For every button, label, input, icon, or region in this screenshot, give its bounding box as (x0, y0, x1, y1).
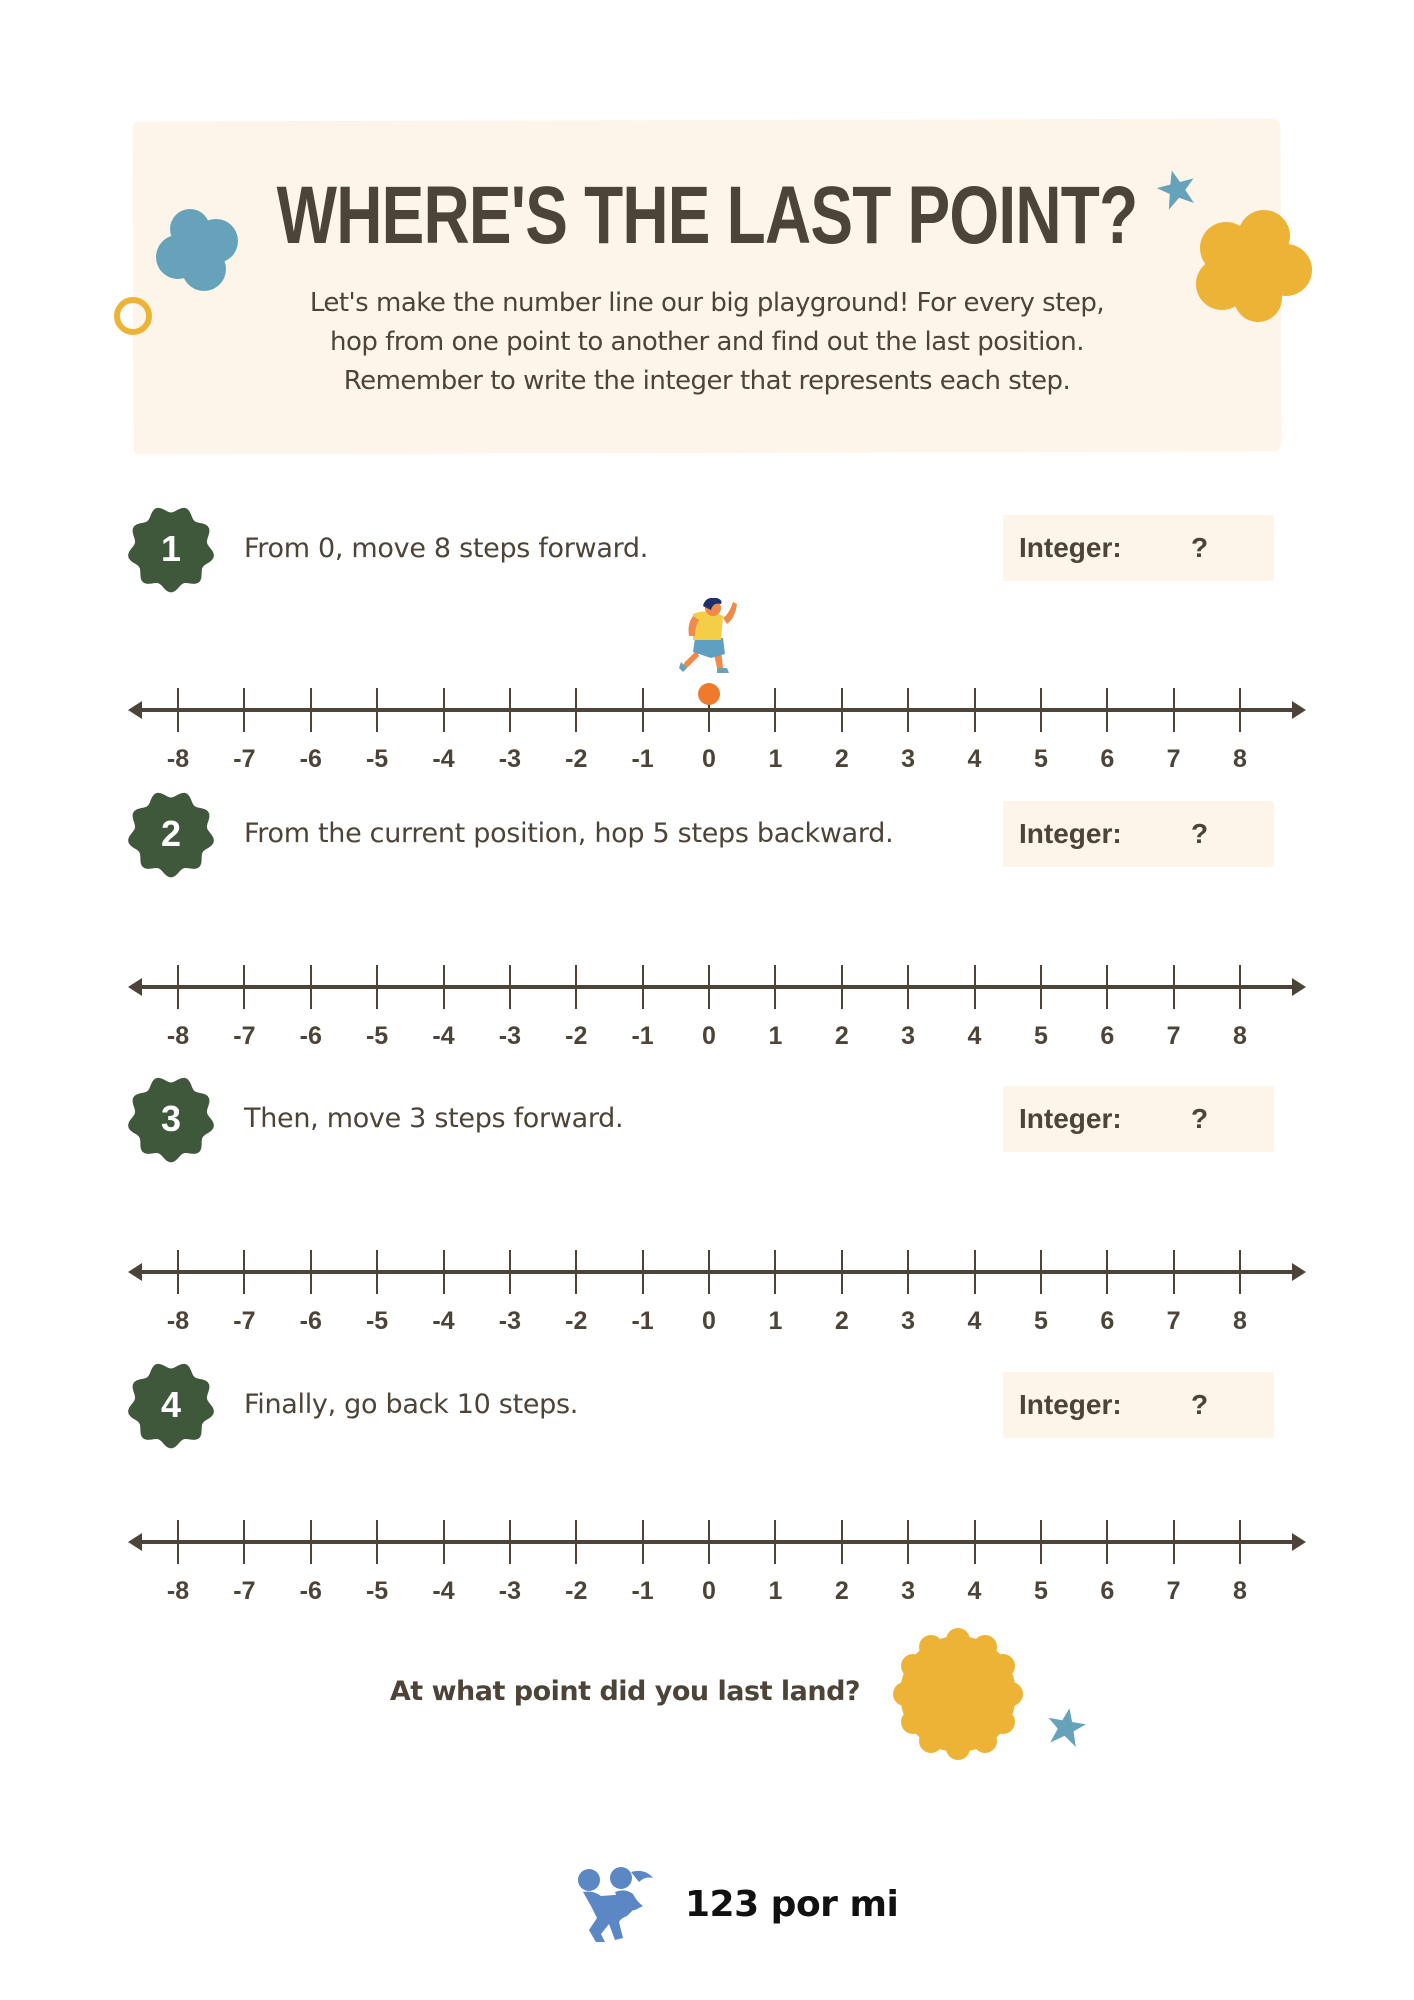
integer-answer-box[interactable] (1003, 801, 1274, 867)
integer-label: Integer: (1019, 1103, 1122, 1134)
tick-mark (974, 965, 976, 1009)
tick-mark (243, 965, 245, 1009)
tick-mark (243, 688, 245, 732)
tick-mark (774, 688, 776, 732)
tick-label: -5 (365, 1577, 389, 1605)
final-question: At what point did you last land? (389, 1676, 861, 1707)
tick-label: 5 (1033, 1307, 1048, 1335)
blue-star-icon (1044, 1706, 1088, 1750)
tick-mark (974, 1520, 976, 1564)
tick-label: 2 (834, 1307, 849, 1335)
tick-mark (310, 688, 312, 732)
tick-label: 3 (901, 1307, 916, 1335)
tick-label: 6 (1100, 1307, 1115, 1335)
tick-label: -1 (631, 1022, 654, 1050)
tick-mark (509, 688, 511, 732)
tick-mark (243, 1520, 245, 1564)
tick-label: 8 (1233, 1307, 1247, 1335)
tick-label: 6 (1100, 1022, 1115, 1050)
tick-label: 0 (702, 1577, 716, 1605)
tick-label: 3 (901, 1577, 916, 1605)
tick-label: -5 (365, 745, 389, 773)
number-line[interactable] (120, 708, 1310, 808)
step-number-badge (127, 1075, 215, 1163)
step-instruction: From 0, move 8 steps forward. (244, 533, 649, 564)
tick-mark (642, 1250, 644, 1294)
tick-label: -5 (365, 1307, 389, 1335)
tick-label: -3 (498, 1307, 521, 1335)
tick-mark (177, 1520, 179, 1564)
tick-mark (642, 1520, 644, 1564)
integer-label: Integer: (1019, 1389, 1122, 1420)
tick-label: 0 (702, 1022, 716, 1050)
tick-mark (575, 1250, 577, 1294)
integer-answer-box[interactable] (1003, 1086, 1274, 1152)
tick-mark (1173, 688, 1175, 732)
tick-label: -3 (498, 1022, 521, 1050)
number-line-axis (134, 1540, 1296, 1544)
tick-label: -7 (233, 745, 256, 773)
tick-label: 7 (1166, 745, 1181, 773)
tick-label: 3 (901, 1022, 916, 1050)
arrow-right-icon (1292, 1263, 1306, 1281)
tick-label: 5 (1033, 745, 1048, 773)
tick-label: 6 (1100, 1577, 1115, 1605)
tick-mark (841, 965, 843, 1009)
tick-mark (1040, 1520, 1042, 1564)
tick-label: 7 (1166, 1022, 1181, 1050)
tick-label: 1 (768, 1307, 783, 1335)
step-number-badge (127, 1361, 215, 1449)
tick-label: 0 (702, 745, 716, 773)
tick-mark (642, 965, 644, 1009)
tick-label: 2 (834, 745, 849, 773)
tick-mark (774, 1520, 776, 1564)
tick-mark (575, 1520, 577, 1564)
number-line-axis (134, 985, 1296, 989)
tick-label: -2 (565, 745, 588, 773)
step-number-badge (127, 505, 215, 593)
tick-label: 4 (967, 1307, 982, 1335)
tick-mark (841, 1250, 843, 1294)
tick-mark (243, 1250, 245, 1294)
tick-label: 7 (1166, 1307, 1181, 1335)
tick-label: -4 (432, 745, 455, 773)
tick-mark (642, 688, 644, 732)
tick-label: -7 (233, 1577, 256, 1605)
arrow-right-icon (1292, 701, 1306, 719)
yellow-answer-badge[interactable] (890, 1628, 1026, 1760)
tick-mark (774, 1250, 776, 1294)
tick-mark (708, 1250, 710, 1294)
intro-text (200, 284, 1214, 401)
tick-label: 6 (1100, 745, 1115, 773)
integer-answer-field[interactable]: ? (1191, 1103, 1209, 1134)
tick-mark (177, 965, 179, 1009)
integer-answer-box[interactable] (1003, 1372, 1274, 1438)
tick-mark (841, 1520, 843, 1564)
tick-mark (708, 1520, 710, 1564)
number-line[interactable] (120, 985, 1310, 1085)
tick-label: -1 (631, 745, 654, 773)
tick-label: 1 (768, 1577, 783, 1605)
tick-label: -8 (166, 1307, 190, 1335)
step-instruction: Then, move 3 steps forward. (244, 1103, 624, 1134)
tick-mark (1106, 688, 1108, 732)
tick-mark (376, 1250, 378, 1294)
tick-mark (841, 688, 843, 732)
tick-mark (974, 688, 976, 732)
tick-label: 1 (768, 745, 783, 773)
tick-label: -7 (233, 1022, 256, 1050)
step-instruction: From the current position, hop 5 steps backward. (244, 818, 894, 849)
position-marker-dot[interactable] (698, 683, 720, 705)
intro-line: Remember to write the integer that represents each step. (343, 366, 1071, 396)
blue-star-icon (1155, 168, 1199, 212)
brand-name: 123 por mi (685, 1884, 899, 1925)
tick-mark (1239, 688, 1241, 732)
tick-mark (376, 965, 378, 1009)
tick-mark (1106, 1520, 1108, 1564)
tick-label: 5 (1033, 1577, 1048, 1605)
tick-label: 4 (967, 1577, 982, 1605)
intro-line: Let's make the number line our big playground! For every step, (309, 288, 1105, 318)
tick-label: 5 (1033, 1022, 1048, 1050)
tick-label: 2 (834, 1577, 849, 1605)
tick-label: -6 (299, 745, 322, 773)
step-number: 2 (160, 813, 182, 854)
tick-mark (907, 1250, 909, 1294)
blue-cloud-icon (152, 203, 244, 295)
tick-mark (443, 1250, 445, 1294)
tick-mark (1173, 1250, 1175, 1294)
tick-mark (376, 1520, 378, 1564)
tick-label: 2 (834, 1022, 849, 1050)
step-number: 4 (160, 1384, 182, 1425)
tick-label: 7 (1166, 1577, 1181, 1605)
tick-label: -2 (565, 1307, 588, 1335)
integer-answer-field[interactable]: ? (1191, 818, 1209, 849)
arrow-left-icon (128, 978, 142, 996)
step-number: 3 (160, 1098, 182, 1139)
tick-label: -4 (432, 1022, 455, 1050)
tick-mark (177, 688, 179, 732)
number-line[interactable] (120, 1270, 1310, 1370)
number-line[interactable] (120, 1540, 1310, 1640)
tick-label: 1 (768, 1022, 783, 1050)
number-line-axis (134, 1270, 1296, 1274)
tick-mark (1040, 688, 1042, 732)
integer-answer-box[interactable] (1003, 515, 1274, 581)
arrow-left-icon (128, 1533, 142, 1551)
tick-mark (708, 965, 710, 1009)
tick-mark (376, 688, 378, 732)
tick-mark (1040, 965, 1042, 1009)
tick-mark (1239, 1520, 1241, 1564)
tick-mark (1239, 1250, 1241, 1294)
tick-mark (310, 1520, 312, 1564)
two-children-dancing-icon (575, 1866, 669, 1942)
running-child-icon (679, 598, 741, 678)
tick-label: 8 (1233, 1577, 1247, 1605)
tick-label: 8 (1233, 1022, 1247, 1050)
tick-label: -8 (166, 745, 190, 773)
tick-mark (575, 965, 577, 1009)
tick-label: -2 (565, 1577, 588, 1605)
number-line-axis (134, 708, 1296, 712)
tick-mark (907, 688, 909, 732)
tick-label: 4 (967, 1022, 982, 1050)
tick-label: -6 (299, 1577, 322, 1605)
tick-mark (1040, 1250, 1042, 1294)
tick-label: -8 (166, 1577, 190, 1605)
tick-label: 4 (967, 745, 982, 773)
tick-label: -6 (299, 1307, 322, 1335)
tick-mark (177, 1250, 179, 1294)
tick-mark (509, 965, 511, 1009)
integer-label: Integer: (1019, 818, 1122, 849)
tick-mark (310, 1250, 312, 1294)
tick-mark (1173, 965, 1175, 1009)
tick-mark (443, 1520, 445, 1564)
tick-label: -4 (432, 1577, 455, 1605)
intro-line: hop from one point to another and find out the last position. (330, 327, 1084, 357)
arrow-right-icon (1292, 1533, 1306, 1551)
tick-mark (907, 965, 909, 1009)
tick-mark (443, 965, 445, 1009)
tick-label: -2 (565, 1022, 588, 1050)
integer-label: Integer: (1019, 532, 1122, 563)
tick-label: -3 (498, 745, 521, 773)
tick-mark (1239, 965, 1241, 1009)
tick-mark (443, 688, 445, 732)
tick-mark (907, 1520, 909, 1564)
integer-answer-field[interactable]: ? (1191, 1389, 1209, 1420)
tick-label: 8 (1233, 745, 1247, 773)
tick-label: -7 (233, 1307, 256, 1335)
tick-mark (310, 965, 312, 1009)
tick-mark (575, 688, 577, 732)
tick-label: -1 (631, 1577, 654, 1605)
arrow-right-icon (1292, 978, 1306, 996)
tick-mark (1173, 1520, 1175, 1564)
arrow-left-icon (128, 1263, 142, 1281)
tick-label: -3 (498, 1577, 521, 1605)
tick-mark (1106, 1250, 1108, 1294)
step-number: 1 (160, 528, 182, 569)
tick-label: -1 (631, 1307, 654, 1335)
yellow-ring-icon (113, 296, 153, 336)
tick-mark (509, 1250, 511, 1294)
step-number-badge (127, 790, 215, 878)
tick-label: -6 (299, 1022, 322, 1050)
page-title: WHERE'S THE LAST POINT? (276, 170, 1138, 261)
arrow-left-icon (128, 701, 142, 719)
tick-mark (974, 1250, 976, 1294)
tick-label: -4 (432, 1307, 455, 1335)
tick-label: 3 (901, 745, 916, 773)
tick-mark (774, 965, 776, 1009)
tick-mark (509, 1520, 511, 1564)
tick-label: -8 (166, 1022, 190, 1050)
tick-label: 0 (702, 1307, 716, 1335)
step-instruction: Finally, go back 10 steps. (244, 1389, 579, 1420)
integer-answer-field[interactable]: ? (1191, 532, 1209, 563)
tick-mark (1106, 965, 1108, 1009)
tick-label: -5 (365, 1022, 389, 1050)
